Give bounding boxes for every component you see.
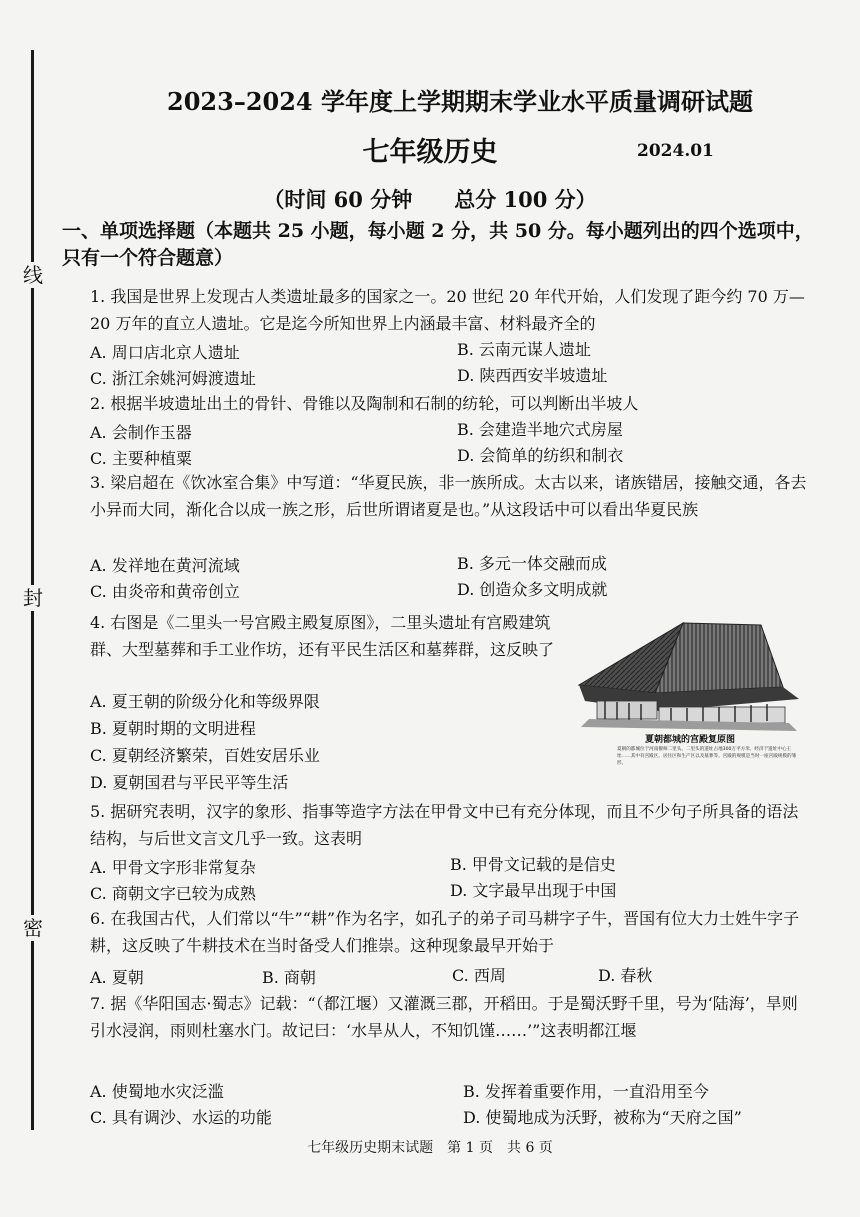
question-5-option-b: B. 甲骨文记载的是信史 [450,855,616,874]
question-1-stem: 1. 我国是世界上发现古人类遗址最多的国家之一。20 世纪 20 年代开始，人们发现了距今约 70 万—20 万年的直立人遗址。它是迄今所知世界上内涵最丰富、材料最齐全的 [90,287,805,333]
question-7-option-d: D. 使蜀地成为沃野，被称为“天府之国” [463,1108,742,1127]
question-4-option-d: D. 夏朝国君与平民平等生活 [90,773,289,792]
binding-char-feng: 封 [23,586,43,610]
question-1-option-b: B. 云南元谋人遗址 [457,340,591,359]
question-4-option-c: C. 夏朝经济繁荣，百姓安居乐业 [90,746,320,765]
question-3-option-c: C. 由炎帝和黄帝创立 [90,582,240,601]
question-5-option-a: A. 甲骨文字形非常复杂 [90,858,256,877]
question-4-option-a: A. 夏王朝的阶级分化和等级界限 [90,692,320,711]
binding-char-xian: 线 [23,263,43,287]
palace-reconstruction-figure [575,615,805,780]
question-3-option-a: A. 发祥地在黄河流域 [90,556,240,575]
question-1-option-a: A. 周口店北京人遗址 [90,343,240,362]
question-4-stem: 4. 右图是《二里头一号宫殿主殿复原图》，二里头遗址有宫殿建筑群、大型墓葬和手工业作坊，还有平民生活区和墓葬群，这反映了 [90,613,555,659]
question-6-option-c: C. 西周 [452,966,506,985]
question-4-option-b: B. 夏朝时期的文明进程 [90,719,256,738]
question-6-option-b: B. 商朝 [262,968,316,987]
question-3-stem: 3. 梁启超在《饮冰室合集》中写道：“华夏民族，非一族所成。太古以来，诸族错居，接触交通，各去小异而大同，渐化合以成一族之形，后世所谓诸夏是也。”从这段话中可以看出华夏民族 [90,473,807,519]
question-7-stem: 7. 据《华阳国志·蜀志》记载：“（都江堰）又灌溉三郡，开稻田。于是蜀沃野千里，号为‘陆海’，旱则引水浸润，雨则杜塞水门。故记曰：‘水旱从人，不知饥馑……’”这表明都江堰 [90,994,798,1040]
question-2-stem: 2. 根据半坡遗址出土的骨针、骨锥以及陶制和石制的纺轮，可以判断出半坡人 [90,394,639,413]
question-2-option-d: D. 会简单的纺织和制衣 [457,446,624,465]
question-6-option-a: A. 夏朝 [90,968,144,987]
exam-subtitle: 七年级历史 [362,137,498,168]
question-5-stem: 5. 据研究表明，汉字的象形、指事等造字方法在甲骨文中已有充分体现，而且不少句子所具备的语法结构，与后世文言文几乎一致。这表明 [90,802,799,848]
question-3-option-b: B. 多元一体交融而成 [457,554,607,573]
section-heading: 一、单项选择题（本题共 25 小题，每小题 2 分，共 50 分。每小题列出的四个选项中，只有一个符合题意） [62,220,814,269]
question-6-option-d: D. 春秋 [598,966,653,985]
binding-char-mi: 密 [23,916,43,940]
question-2-option-a: A. 会制作玉器 [90,423,192,442]
figure-note: 夏朝的都城位于河南偃师二里头。二里头的遗址占地300万平方米，经济于遗址中心王址……其中有宫殿区、居住区和生产区以及墓葬等。宫殿的规模是当时一座宫殿规模的雏形。 [617,747,797,766]
question-1-option-d: D. 陕西西安半坡遗址 [457,366,608,385]
question-5-option-c: C. 商朝文字已较为成熟 [90,884,256,903]
exam-title: 2023–2024 学年度上学期期末学业水平质量调研试题 [167,87,753,116]
question-5-option-d: D. 文字最早出现于中国 [450,881,617,900]
question-7-option-a: A. 使蜀地水灾泛滥 [90,1082,224,1101]
question-7-option-b: B. 发挥着重要作用，一直沿用至今 [463,1082,709,1101]
question-2-option-c: C. 主要种植粟 [90,449,192,468]
figure-caption: 夏朝都城的宫殿复原图 [644,735,735,745]
question-3-option-d: D. 创造众多文明成就 [457,580,608,599]
question-6-stem: 6. 在我国古代，人们常以“牛”“耕”作为名字，如孔子的弟子司马耕字子牛，晋国有位大力士姓牛字子耕，这反映了牛耕技术在当时备受人们推崇。这种现象最早开始于 [90,909,800,955]
exam-date: 2024.01 [637,141,714,161]
page-footer: 七年级历史期末试题 第 1 页 共 6 页 [307,1140,553,1156]
question-7-option-c: C. 具有调沙、水运的功能 [90,1108,272,1127]
time-info: （时间 60 分钟 总分 100 分） [263,187,597,212]
question-2-option-b: B. 会建造半地穴式房屋 [457,420,623,439]
palace-roof-illustration [575,615,805,733]
question-1-option-c: C. 浙江余姚河姆渡遗址 [90,369,256,388]
